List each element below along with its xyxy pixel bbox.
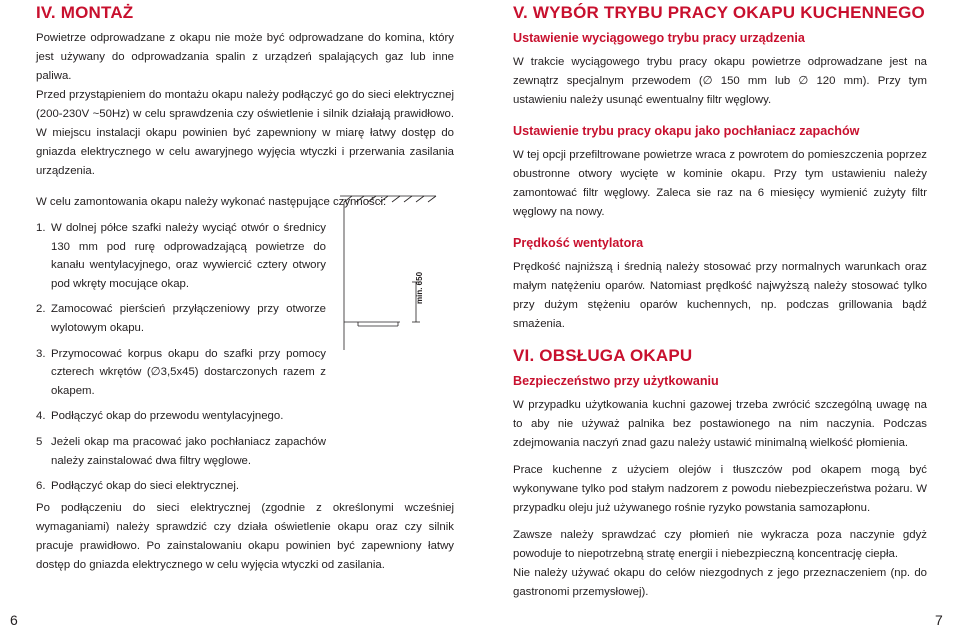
paragraph-safety-2: Prace kuchenne z użyciem olejów i tłuszczów pod okapem mogą być wykonywane tylko pod stałym nadzorem z powodu niebezpieczeństwa pożaru. W przypadku oleju już używanego rośnie ryzyko powstania samozapłonu. [513,464,927,514]
section-heading-montaz: IV. MONTAŻ [36,3,134,22]
step-text: Zamocować pierścień przyłączeniowy przy otworze wylotowym okapu. [51,303,326,334]
step-item [36,433,454,470]
paragraph-safety-4: Nie należy używać okapu do celów niezgodnych z jego przeznaczeniem (np. do gastronomi przemysłowej). [513,567,927,598]
step-number: 5 [36,435,43,448]
steps-intro: W celu zamontowania okapu należy wykonać następujące czynności: [36,196,387,208]
step-number: 3. [36,347,46,360]
step-text: Podłączyć okap do sieci elektrycznej. [51,480,240,493]
paragraph-electrical-test: Przed przystąpieniem do montażu okapu należy podłączyć go do sieci elektrycznej (200-230V ~50Hz) w celu sprawdzenia czy oświetlenie i silnik działają prawidłowo. W miejscu instalacji okapu powinien być zapewniony w miarę łatwy dostęp do gniazda elektrycznego w celu awaryjnego wyjęcia wtyczki i przerwania zasilania urządzenia. [36,89,454,177]
page-number-right: 7 [935,612,943,628]
installation-diagram [338,186,438,350]
subheading-safety: Bezpieczeństwo przy użytkowaniu [513,374,719,388]
paragraph-warning: Powietrze odprowadzane z okapu nie może być odprowadzane do komina, który jest używany do odprowadzania spalin z urządzeń spalających gaz lub inne paliwa. [36,32,454,82]
step-number: 1. [36,222,46,234]
paragraph-safety-3: Zawsze należy sprawdzać czy płomień nie wykracza poza naczynie gdyż powoduje to niepotrzebną stratę energii i niebezpieczną koncentrację ciepła. [513,529,927,560]
step-text: Przymocować korpus okapu do szafki przy pomocy czterech wkrętów (∅3,5x45) dostarczonych razem z okapem. [51,347,326,397]
step-item [36,407,454,426]
section-heading-mode: V. WYBÓR TRYBU PRACY OKAPU KUCHENNEGO [513,3,925,22]
step-number: 4. [36,410,46,423]
paragraph-closing: Po podłączeniu do sieci elektrycznej (zgodnie z określonymi wcześniej wymaganiami) należy sprawdzić czy działa oświetlenie okapu oraz czy silnik pracuje prawidłowo. Po zainstalowaniu okapu powinien być zapewniony łatwy dostęp do gniazda elektrycznego w celu wyjęcia wtyczki od zasilania. [36,501,454,571]
paragraph-exhaust-mode: W trakcie wyciągowego trybu pracy okapu powietrze odprowadzane jest na zewnątrz specjalnym przewodem (∅ 150 mm lub ∅ 120 mm). Przy tym ustawieniu należy usunąć ewentualny filtr węglowy. [513,56,927,106]
min-distance-label: min. 650 [415,271,424,304]
right-page-column [513,0,927,602]
paragraph-fan-speed: Prędkość najniższą i średnią należy stosować przy normalnych warunkach oraz małym natężeniu oparów. Natomiast prędkość najwyższą należy stosować tylko przy dużym stężeniu oparów kuchennych, np. podczas grillowania bądź smażenia. [513,261,927,330]
subheading-exhaust-mode: Ustawienie wyciągowego trybu pracy urządzenia [513,31,805,45]
step-number: 6. [36,480,46,493]
step-item [36,345,454,401]
step-number: 2. [36,303,46,316]
subheading-fan-speed: Prędkość wentylatora [513,236,644,250]
step-text: Podłączyć okap do przewodu wentylacyjnego. [51,410,284,423]
page-number-left: 6 [10,612,18,628]
paragraph-safety-1: W przypadku użytkowania kuchni gazowej trzeba zwrócić szczególną uwagę na to aby nie używaż palnika bez postawionego na nim naczynia. Podczas zdejmowania naczyń znad gazu należy ustawić minimalną wielkość płomienia. [513,399,927,449]
step-text: W dolnej półce szafki należy wyciąć otwór o średnicy 130 mm pod rurę odprowadzającą powietrze do kanału wentylacyjnego, oraz wywiercić cztery otwory pod wkręty mocujące okap. [51,222,326,290]
step-text: Jeżeli okap ma pracować jako pochłaniacz zapachów należy zainstalować dwa filtry węglowe. [51,435,326,467]
section-heading-usage: VI. OBSŁUGA OKAPU [513,346,693,365]
subheading-recirculation-mode: Ustawienie trybu pracy okapu jako pochłaniacz zapachów [513,124,860,138]
step-item [36,477,454,496]
paragraph-recirculation-mode: W tej opcji przefiltrowane powietrze wraca z powrotem do pomieszczenia poprzez obustronne otwory wycięte w kominie okapu. Przy tym ustawieniu należy zamontować filtr węglowy. Zaleca sie raz na 6 miesięcy wymienić zużyty filtr węglowy na nowy. [513,149,927,218]
